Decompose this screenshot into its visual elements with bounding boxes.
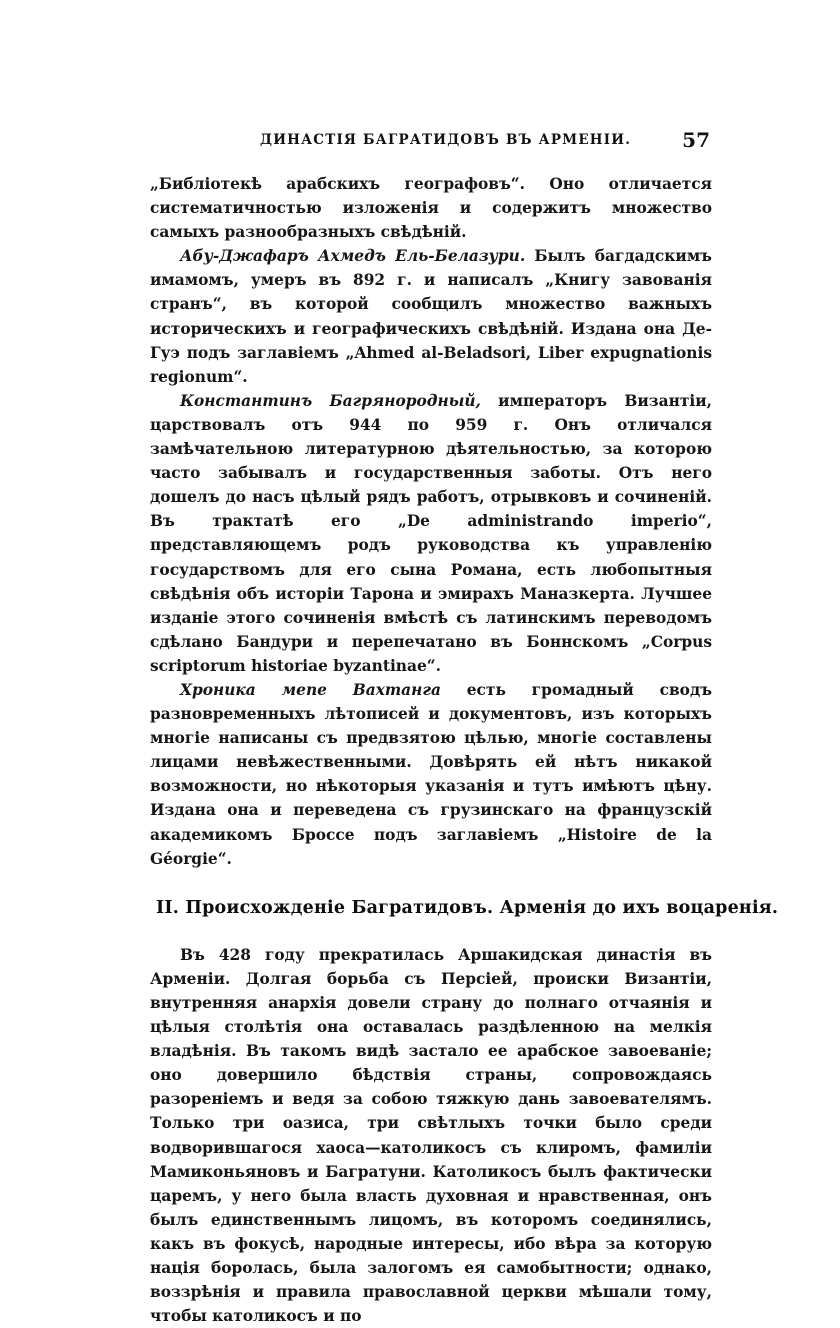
paragraph-constantine — [150, 389, 712, 678]
paragraph-text: есть громадный сводъ разновременныхъ лѣтописей и документовъ, изъ которыхъ многіе написаны съ предвзятою цѣлью, многіе составлены лицами невѣжественными. Довѣрять ей нѣтъ никакой возможности, но нѣкоторыя указанія и тутъ имѣютъ цѣну. Издана она и переведена съ грузинскаго на французскій академикомъ Броссе подъ заглавіемъ „Histoire de la Géorgie“. — [150, 680, 713, 868]
paragraph-beladsori — [150, 244, 712, 389]
paragraph-continuation — [150, 172, 712, 244]
paragraph-lead: Константинъ Багрянородный, — [180, 391, 481, 410]
paragraph-text: императоръ Византіи, царствовалъ отъ 944 по 959 г. Онъ отличался замѣчательною литературною дѣятельностью, за которою часто забывалъ и государственныя заботы. Отъ него дошелъ до насъ цѣлый рядъ работъ, отрывковъ и сочиненій. Въ трактатѣ его „De administrando imperio“, представляющемъ родъ руководства къ управленію государствомъ для его сына Романа, есть любопытныя свѣдѣнія объ исторіи Тарона и эмирахъ Маназкерта. Лучшее изданіе этого сочиненія вмѣстѣ съ латинскимъ переводомъ сдѣлано Бандури и перепечатано въ Боннскомъ „Corpus scriptorum historiae byzantinae“. — [150, 391, 712, 675]
paragraph-lead: Хроника мепе Вахтанга — [180, 680, 441, 699]
page-number: 57 — [682, 128, 710, 152]
running-title: ДИНАСТІЯ БАГРАТИДОВЪ ВЪ АРМЕНІИ. — [260, 132, 632, 148]
paragraph-vakhtang — [150, 678, 712, 871]
paragraph-lead: Абу-Джафаръ Ахмедъ Ель-Белазури. — [180, 247, 526, 266]
paragraph-text: Былъ багдадскимъ имамомъ, умеръ въ 892 г. и написалъ „Книгу завованія странъ“, въ которой сообщилъ множество важныхъ историческихъ и географическихъ свѣдѣній. Издана она Де-Гуэ подъ заглавіемъ „Ahmed al-Beladsori, Liber expugnationis regionum“. — [150, 247, 712, 386]
body-text — [150, 172, 779, 1328]
paragraph-section-body — [150, 943, 712, 1328]
page-header — [150, 128, 712, 158]
section-heading: II. Происхожденіе Багратидовъ. Арменія до ихъ воцаренія. — [156, 897, 779, 918]
paragraph-text: „Библіотекѣ арабскихъ географовъ“. Оно отличается систематичностью изложенія и содержитъ множество самыхъ разнообразныхъ свѣдѣній. — [150, 175, 712, 242]
paragraph-text: Въ 428 году прекратилась Аршакидская династія въ Арменіи. Долгая борьба съ Персіей, происки Византіи, внутренняя анархія довели страну до полнаго отчаянія и цѣлыя столѣтія она оставалась раздѣленною на мелкія владѣнія. Въ такомъ видѣ застало ее арабское завоеваніе; оно довершило бѣдствія страны, сопровождаясь разореніемъ и ведя за собою тяжкую дань завоевателямъ. Только три оазиса, три свѣтлыхъ точки было среди водворившагося хаоса—католикосъ съ клиромъ, фамиліи Мамиконьяновъ и Багратуни. Католикосъ былъ фактически царемъ, у него была власть духовная и нравственная, онъ былъ единственнымъ лицомъ, въ которомъ соединялись, какъ въ фокусѣ, народные интересы, ибо вѣра за которую нація боролась, была залогомъ ея самобытности; однако, воззрѣнія и правила православной церкви мѣшали тому, чтобы католикосъ и по — [150, 945, 712, 1326]
